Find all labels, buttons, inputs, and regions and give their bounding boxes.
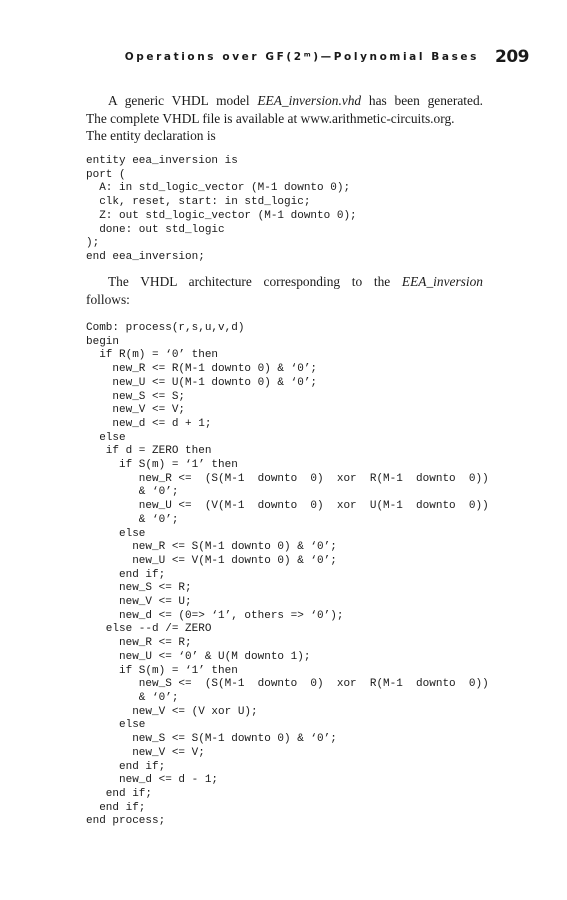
process-line: if d = ZERO then	[86, 445, 212, 458]
architecture-intro-paragraph	[86, 273, 483, 308]
entity-line: end eea_inversion;	[86, 250, 205, 263]
process-line: new_V <= V;	[86, 746, 205, 759]
process-line: & ‘0’;	[86, 486, 179, 499]
process-line: else	[86, 527, 146, 540]
process-line: new_V <= (V xor U);	[86, 705, 258, 718]
process-line: else --d /= ZERO	[86, 623, 212, 636]
process-line: else	[86, 431, 126, 444]
vhdl-filename: EEA_inversion.vhd	[257, 93, 362, 108]
process-line: new_S <= S(M-1 downto 0) & ‘0’;	[86, 733, 337, 746]
intro-text: A generic VHDL model	[108, 93, 258, 108]
process-line: new_R <= R(M-1 downto 0) & ‘0’;	[86, 363, 318, 376]
page-header	[0, 47, 567, 73]
process-line: new_d <= d + 1;	[86, 417, 212, 430]
process-line: new_R <= R;	[86, 637, 192, 650]
entity-line: );	[86, 237, 100, 250]
process-line: if R(m) = ‘0’ then	[86, 349, 219, 362]
process-line: begin	[86, 335, 120, 348]
process-line: new_U <= U(M-1 downto 0) & ‘0’;	[86, 376, 318, 389]
running-title: Operations over GF(2ᵐ)—Polynomial Bases	[124, 51, 479, 63]
intro-line-2: The complete VHDL file is available at www.arithmetic-circuits.org.	[86, 110, 455, 126]
process-line: end if;	[86, 568, 166, 581]
entity-line: port (	[86, 168, 126, 181]
process-line: new_U <= (V(M-1 downto 0) xor U(M-1 downto 0))	[86, 500, 489, 513]
process-line: new_V <= V;	[86, 404, 186, 417]
page-number: 209	[495, 47, 529, 67]
entity-name: EEA_inversion	[401, 274, 483, 289]
entity-line: entity eea_inversion is	[86, 155, 238, 167]
intro-line-3: The entity declaration is	[86, 128, 216, 143]
entity-line: Z: out std_logic_vector (M-1 downto 0);	[86, 209, 357, 222]
process-line: new_U <= ‘0’ & U(M downto 1);	[86, 650, 311, 663]
process-line: else	[86, 719, 146, 732]
process-line: new_d <= d - 1;	[86, 774, 219, 787]
process-line: new_R <= (S(M-1 downto 0) xor R(M-1 downto 0))	[86, 472, 489, 485]
process-code	[86, 322, 489, 829]
process-line: end if;	[86, 787, 153, 800]
process-line: new_R <= S(M-1 downto 0) & ‘0’;	[86, 541, 337, 554]
process-line: end if;	[86, 801, 146, 814]
process-line: Comb: process(r,s,u,v,d)	[86, 322, 245, 334]
process-line: new_S <= (S(M-1 downto 0) xor R(M-1 downto 0))	[86, 678, 489, 691]
entity-line: clk, reset, start: in std_logic;	[86, 196, 311, 209]
arch-line-2: follows:	[86, 291, 130, 307]
process-line: if S(m) = ‘1’ then	[86, 664, 238, 677]
process-line: new_d <= (0=> ‘1’, others => ‘0’);	[86, 609, 344, 622]
process-line: new_S <= R;	[86, 582, 192, 595]
intro-line-1	[86, 92, 483, 110]
process-line: end if;	[86, 760, 166, 773]
intro-paragraph	[86, 92, 483, 145]
entity-declaration-code	[86, 155, 357, 265]
entity-line: A: in std_logic_vector (M-1 downto 0);	[86, 182, 351, 195]
intro-text-cont: has been generated.	[361, 93, 483, 108]
process-line: if S(m) = ‘1’ then	[86, 459, 238, 472]
process-line: end process;	[86, 815, 166, 828]
process-line: new_U <= V(M-1 downto 0) & ‘0’;	[86, 554, 337, 567]
process-line: & ‘0’;	[86, 691, 179, 704]
process-line: & ‘0’;	[86, 513, 179, 526]
entity-line: done: out std_logic	[86, 223, 225, 236]
arch-line-1	[86, 273, 483, 291]
process-line: new_V <= U;	[86, 596, 192, 609]
arch-intro-text: The VHDL architecture corresponding to the	[108, 274, 402, 289]
process-line: new_S <= S;	[86, 390, 186, 403]
